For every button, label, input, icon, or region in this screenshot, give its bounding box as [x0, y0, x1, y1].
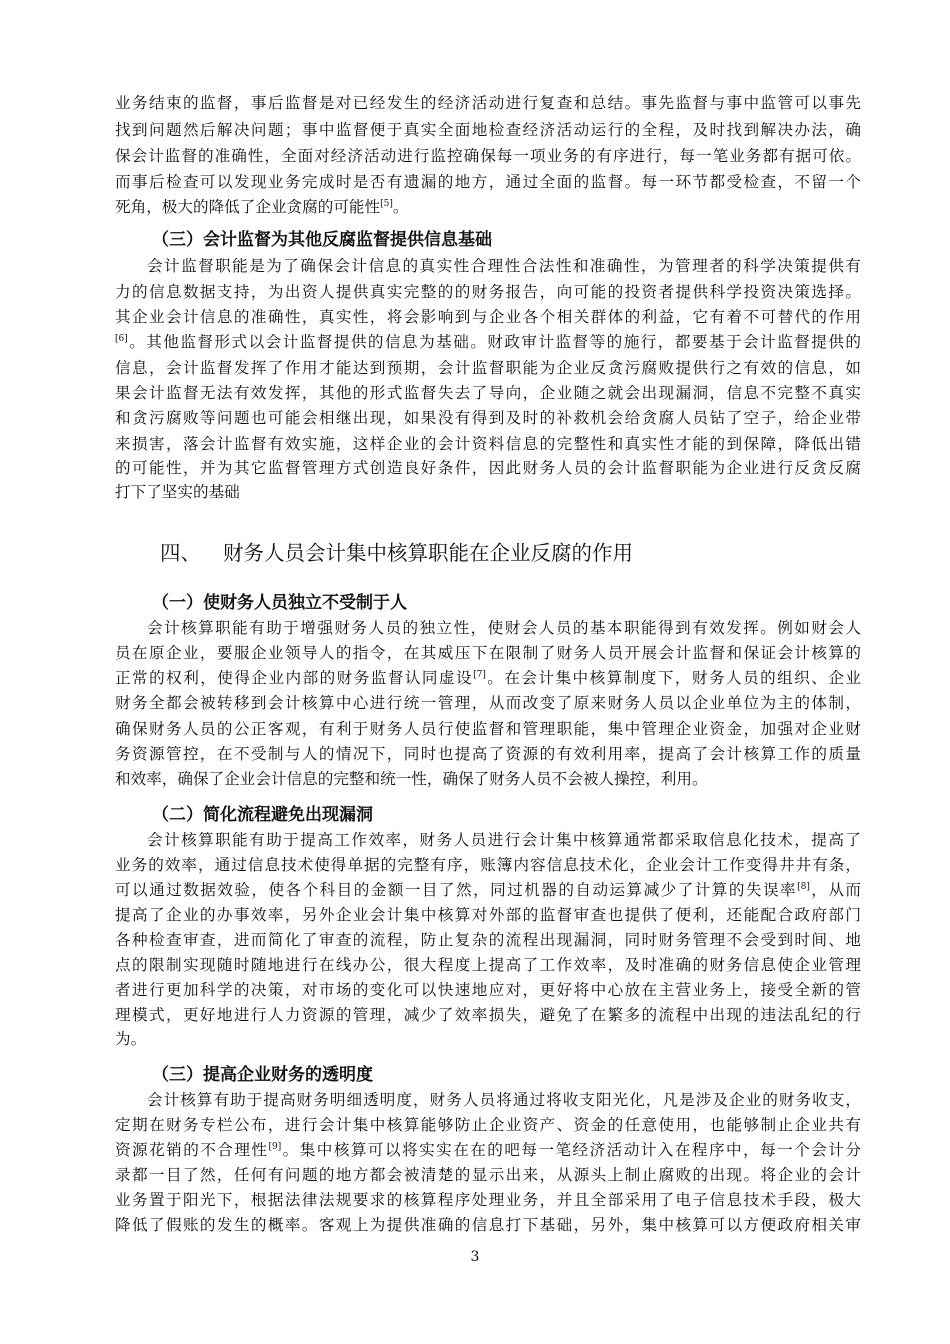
paragraph-line: 死角，极大的降低了企业贪腐的可能性[5]。	[115, 198, 409, 216]
paragraph-line: 找到问题然后解决问题；事中监督便于真实全面地检查经济活动运行的全程，及时找到解决办法，确	[115, 121, 861, 139]
paragraph-line: 业务的效率，通过信息技术使得单据的完整有序，账簿内容信息技术化，企业会计工作变得井井有条，	[115, 856, 861, 874]
paragraph-line: 来损害，落会计监督有效实施，这样企业的会计资料信息的完整性和真实性才能的到保障，降低出错	[115, 435, 861, 453]
paragraph-line: 财务全都会被转移到会计核算中心进行统一管理，从而改变了原来财务人员以企业单位为主的体制，	[115, 694, 861, 712]
section-number: 四、	[160, 541, 201, 565]
paragraph-line: 务资源管控，在不受制与人的情况下，同时也提高了资源的有效利用率，提高了会计核算工作的质量	[115, 745, 861, 763]
paragraph-line: 会计核算有助于提高财务明细透明度，财务人员将通过将收支阳光化，凡是涉及企业的财务收支，	[147, 1091, 861, 1109]
paragraph-line: 点的限制实现随时随地进行在线办公，很大程度上提高了工作效率，及时准确的财务信息使企业管理	[115, 956, 861, 974]
paragraph-line: 降低了假账的发生的概率。客观上为提供准确的信息打下基础，另外，集中核算可以方便政府相关审	[115, 1216, 861, 1234]
paragraph-line: 可以通过数据效验，使各个科目的金额一目了然，同过机器的自动运算减少了计算的失误率[8]，从而	[115, 881, 861, 899]
citation-ref: [9]	[268, 1142, 282, 1152]
section-subheading: （二）简化流程避免出现漏洞	[152, 805, 373, 825]
paragraph-line: 信息，会计监督发挥了作用才能达到预期，会计监督职能为企业反贪污腐败提供行之有效的信息，如	[115, 359, 861, 377]
paragraph-line: 而事后检查可以发现业务完成时是否有遗漏的地方，通过全面的监督。每一环节都受检查，不留一个	[115, 173, 861, 191]
paragraph-line: 力的信息数据支持，为出资人提供真实完整的的财务报告，向可能的投资者提供科学投资决策选择。	[115, 283, 861, 301]
paragraph-line: 提高了企业的办事效率，另外企业会计集中核算对外部的监督审查也提供了便利，还能配合政府部门	[115, 906, 861, 924]
paragraph-line: 资源花销的不合理性[9]。集中核算可以将实实在在的吧每一笔经济活动计入在程序中，每一个会计分	[115, 1141, 861, 1159]
paragraph-line: 各种检查审查，进而简化了审查的流程，防止复杂的流程出现漏洞，同时财务管理不会受到时间、地	[115, 931, 861, 949]
section-subheading: （三）提高企业财务的透明度	[152, 1065, 373, 1085]
paragraph-line: 会计核算职能有助于提高工作效率，财务人员进行会计集中核算通常都采取信息化技术，提高了	[147, 831, 861, 849]
paragraph-line: 正常的权利，使得企业内部的财务监督认同虚设[7]。在会计集中核算制度下，财务人员的组织、企业	[115, 669, 861, 687]
citation-ref: [7]	[473, 670, 486, 680]
paragraph-line: 会计监督职能是为了确保会计信息的真实性合理性合法性和准确性，为管理者的科学决策提供有	[147, 257, 861, 275]
citation-ref: [5]	[380, 199, 393, 209]
section-heading	[160, 540, 633, 566]
paragraph-line: 打下了坚实的基础	[115, 483, 240, 501]
paragraph-line: 录都一目了然，任何有问题的地方都会被清楚的显示出来，从源头上制止腐败的出现。将企业的会计	[115, 1166, 861, 1184]
paragraph-line: 果会计监督无法有效发挥，其他的形式监督失去了导向，企业随之就会出现漏洞，信息不完整不真实	[115, 384, 861, 402]
paragraph-line: 为。	[115, 1030, 147, 1048]
paragraph-line: 者进行更加科学的决策，对市场的变化可以快速地应对，更好将中心放在主营业务上，接受全新的管	[115, 981, 861, 999]
citation-ref: [8]	[797, 882, 810, 892]
paragraph-line: 定期在财务专栏公布，进行会计集中核算能够防止企业资产、资金的任意使用，也能够制止企业共有	[115, 1116, 861, 1134]
paragraph-line: 会计核算职能有助于增强财务人员的独立性，使财会人员的基本职能得到有效发挥。例如财会人	[147, 619, 861, 637]
section-subheading: （三）会计监督为其他反腐监督提供信息基础	[152, 230, 492, 250]
paragraph-line: 业务置于阳光下，根据法律法规要求的核算程序处理业务，并且全部采用了电子信息技术手段，极大	[115, 1191, 861, 1209]
paragraph-line: 理模式，更好地进行人力资源的管理，减少了效率损失，避免了在繁多的流程中出现的违法乱纪的行	[115, 1006, 861, 1024]
page-number: 3	[470, 1249, 480, 1265]
paragraph-line: 员在原企业，要服企业领导人的指令，在其威压下在限制了财务人员开展会计监督和保证会计核算的	[115, 644, 861, 662]
paragraph-line: 保会计监督的准确性，全面对经济活动进行监控确保每一项业务的有序进行，每一笔业务都有据可依。	[115, 147, 861, 165]
paragraph-line: 和效率，确保了企业会计信息的完整和统一性，确保了财务人员不会被人操控，利用。	[115, 770, 708, 788]
paragraph-line: 的可能性，并为其它监督管理方式创造良好条件，因此财务人员的会计监督职能为企业进行反贪反腐	[115, 459, 861, 477]
paragraph-line: 其企业会计信息的准确性，真实性，将会影响到与企业各个相关群体的利益，它有着不可替代的作用	[115, 308, 861, 326]
section-title: 财务人员会计集中核算职能在企业反腐的作用	[223, 541, 633, 565]
paragraph-line: 确保财务人员的公正客观，有利于财务人员行使监督和管理职能，集中管理企业资金，加强对企业财	[115, 720, 861, 738]
paragraph-line: 业务结束的监督，事后监督是对已经发生的经济活动进行复查和总结。事先监督与事中监管可以事先	[115, 94, 861, 112]
paragraph-line: [6]。其他监督形式以会计监督提供的信息为基础。财政审计监督等的施行，都要基于会计监督提供的	[115, 333, 861, 351]
paragraph-line: 和贪污腐败等问题也可能会相继出现，如果没有得到及时的补救机会给贪腐人员钻了空子，给企业带	[115, 409, 861, 427]
citation-ref: [6]	[115, 334, 128, 344]
section-subheading: （一）使财务人员独立不受制于人	[152, 593, 407, 613]
